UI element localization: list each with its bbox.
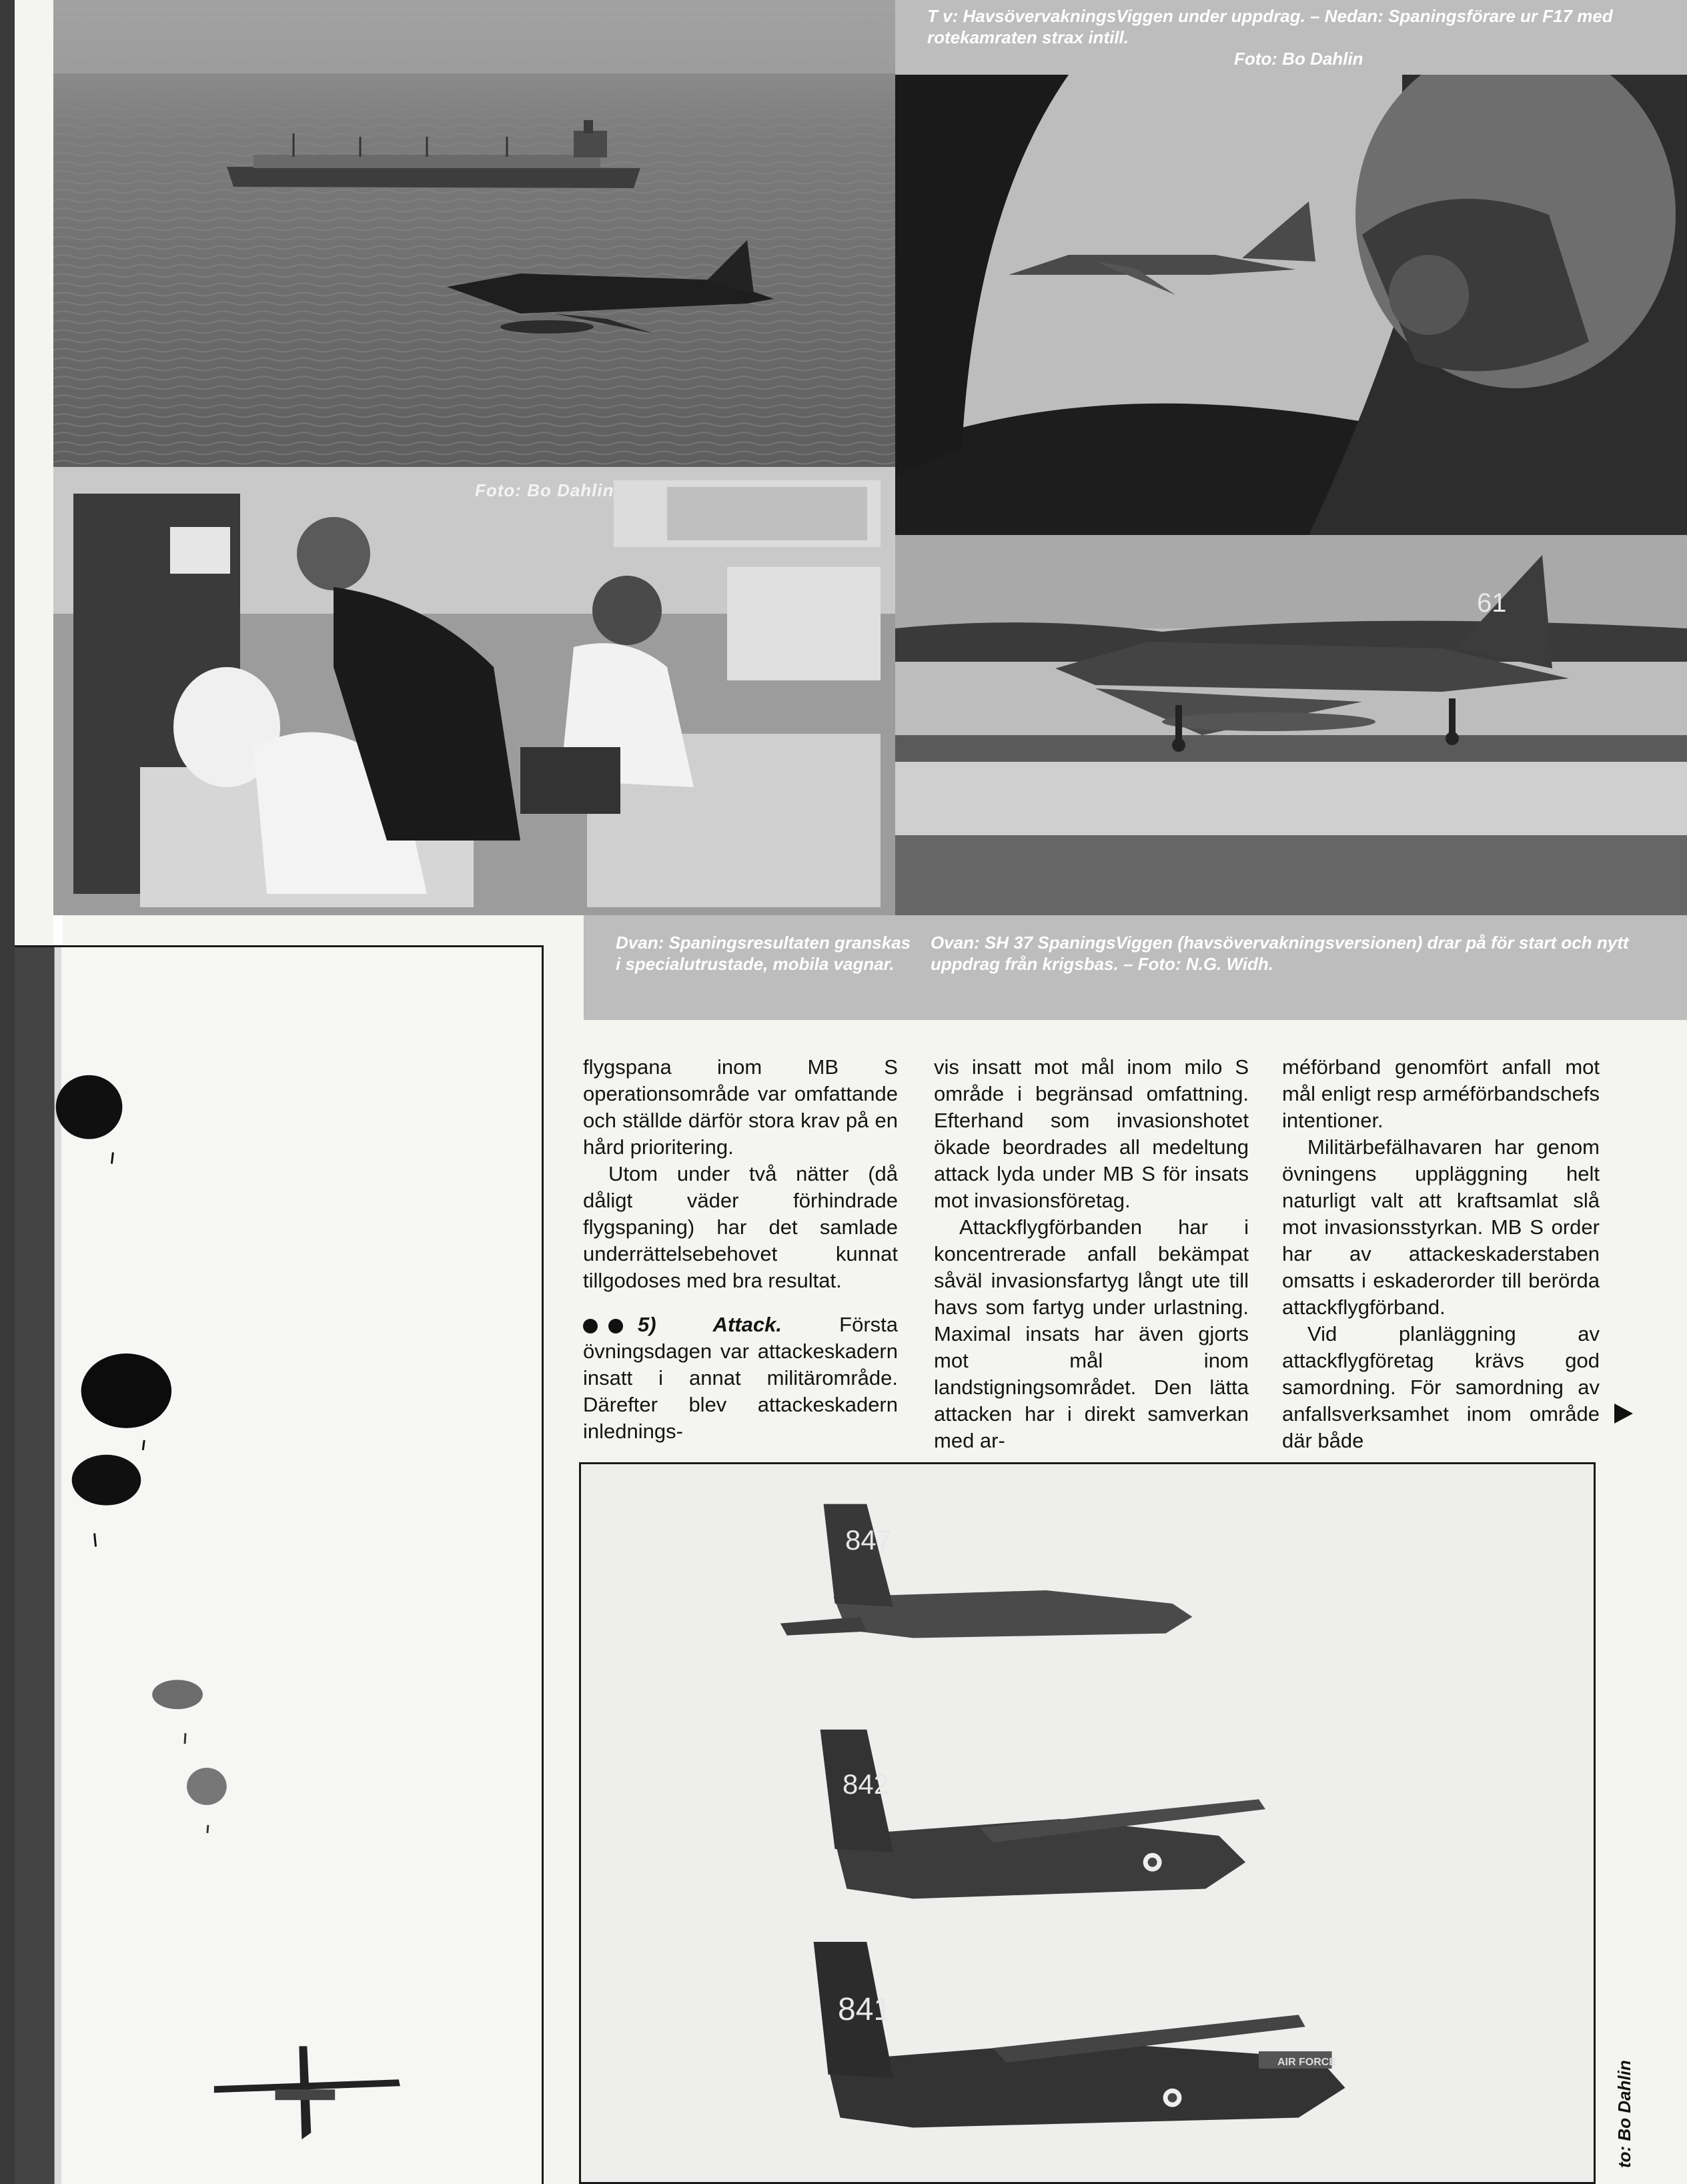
text-column-3 — [1282, 1054, 1600, 1454]
body-paragraph: flygspana inom MB S operationsområde var omfattande och ställde därför stora krav på en hård prioritering. — [583, 1055, 898, 1159]
photo-paratroopers — [15, 945, 544, 2184]
caption-line: i specialutrustade, mobila vagnar. — [616, 954, 895, 974]
bullet-dot-icon — [608, 1319, 623, 1333]
section-label: 5) Attack. — [638, 1313, 782, 1336]
page-binding-edge — [0, 0, 15, 2184]
bullet-dot-icon — [583, 1319, 598, 1333]
text-column-1 — [583, 1054, 898, 1445]
caption-line: uppdrag från krigsbas. – Foto: N.G. Widh. — [931, 954, 1274, 974]
continue-arrow-icon — [1614, 1404, 1633, 1424]
caption-bottom — [584, 915, 1687, 1020]
photo-hercules-formation — [579, 1462, 1596, 2184]
tail-number: 61 — [1477, 588, 1507, 618]
caption-panel-left-border — [53, 915, 63, 945]
caption-line: Dvan: Spaningsresultaten granskas — [616, 933, 911, 953]
caption-line: to: Bo Dahlin — [1614, 2060, 1634, 2168]
caption-bottom-right — [931, 932, 1664, 975]
body-paragraph-attack — [583, 1311, 898, 1445]
aircraft-number-842: 842 — [842, 1768, 890, 1800]
caption-bottom-left — [616, 932, 929, 975]
aircraft-number-841: 841 — [838, 1992, 892, 2027]
caption-line: T v: HavsövervakningsViggen under uppdrag. – Nedan: Spaningsförare ur F17 med — [927, 6, 1613, 26]
section-text: Första övningsdagen var attackeskadern insatt i annat militärområde. Därefter blev attackeskadern inlednings- — [583, 1313, 898, 1443]
text-column-2 — [934, 1054, 1249, 1454]
vertical-photo-credit — [1614, 1968, 1634, 2168]
body-paragraph: vis insatt mot mål inom milo S område i begränsad omfattning. Efterhand som invasionshotet ökade beordrades all medeltung attack lyda under MB S för insats mot invasionsföretag. — [934, 1055, 1249, 1212]
body-paragraph: Vid planläggning av attackflygföretag krävs god samordning. För samordning av anfallsverksamhet inom område där både — [1282, 1322, 1600, 1452]
caption-line: Ovan: SH 37 SpaningsViggen (havsövervakningsversionen) drar på för start och nytt — [931, 933, 1629, 953]
body-paragraph: méförband genomfört anfall mot mål enligt resp arméförbandschefs intentioner. — [1282, 1055, 1600, 1132]
body-paragraph: Militärbefälhavaren har genom övningens uppläggning helt naturligt valt att kraftsamlat slå mot invasionsstyrkan. MB S order har av attackeskaderstaben omsatts i eskaderorder till berörda attackflygförband. — [1282, 1135, 1600, 1319]
photo-operations-room — [53, 467, 895, 915]
photo-credit: Foto: Bo Dahlin — [1234, 49, 1363, 69]
photo-credit: Foto: Bo Dahlin — [475, 480, 614, 500]
photo-viggen-takeoff — [895, 535, 1687, 915]
photo-viggen-over-sea — [53, 0, 895, 467]
caption-top-right — [895, 0, 1687, 75]
aircraft-number-847: 847 — [845, 1524, 893, 1556]
photo-pilot-cockpit — [895, 75, 1687, 535]
air-force-marking: AIR FORCE — [1277, 2057, 1336, 2068]
body-paragraph: Utom under två nätter (då dåligt väder förhindrade flygspaning) har det samlade underrättelsebehovet kunnat tillgodoses med bra resultat. — [583, 1162, 898, 1292]
body-paragraph: Attackflygförbanden har i koncentrerade anfall bekämpat såväl invasionsfartyg långt ute till havs som fartyg under urlastning. Maximal insats har även gjorts mot mål inom landstigningsområdet. Den lätta attacken har i direkt samverkan med ar- — [934, 1215, 1249, 1452]
caption-line: rotekamraten strax intill. — [927, 27, 1129, 47]
